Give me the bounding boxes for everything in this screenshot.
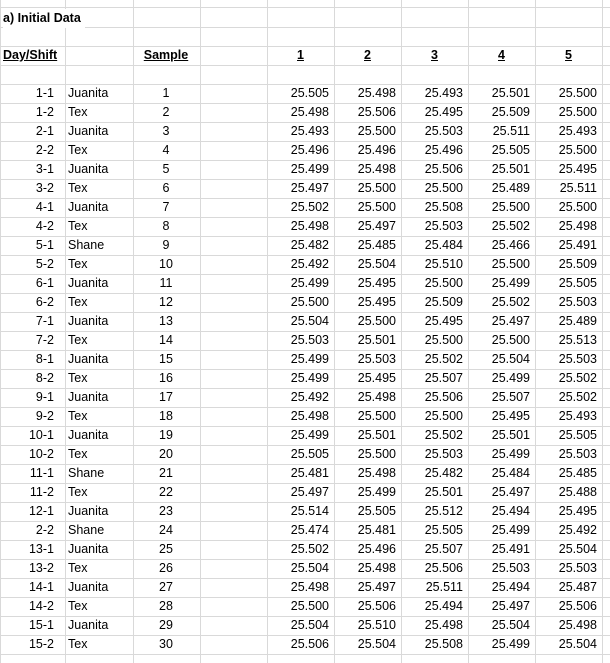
cell-operator: Juanita: [68, 86, 109, 100]
cell-measurement-1: 25.497: [290, 485, 329, 499]
cell-measurement-2: 25.498: [357, 390, 396, 404]
cell-day-shift: 3-1: [35, 162, 54, 176]
cell-day-shift: 13-1: [28, 542, 54, 556]
cell-measurement-1: 25.504: [290, 618, 329, 632]
cell-measurement-1: 25.492: [290, 257, 329, 271]
cell-day-shift: 11-1: [29, 466, 54, 480]
cell-measurement-1: 25.498: [290, 580, 329, 594]
cell-measurement-5: 25.509: [558, 257, 597, 271]
cell-operator: Shane: [68, 523, 105, 537]
cell-operator: Tex: [68, 219, 88, 233]
cell-measurement-1: 25.503: [290, 333, 329, 347]
cell-measurement-5: 25.505: [558, 428, 597, 442]
cell-measurement-1: 25.474: [290, 523, 329, 537]
cell-day-shift: 12-1: [28, 504, 54, 518]
cell-sample: 12: [159, 295, 173, 309]
cell-sample: 27: [159, 580, 173, 594]
cell-operator: Juanita: [68, 124, 109, 138]
cell-measurement-1: 25.492: [290, 390, 329, 404]
cell-measurement-5: 25.498: [558, 219, 597, 233]
cell-measurement-2: 25.503: [357, 352, 396, 366]
cell-measurement-4: 25.495: [491, 409, 530, 423]
cell-measurement-4: 25.494: [491, 504, 530, 518]
cell-measurement-1: 25.505: [290, 447, 329, 461]
cell-operator: Juanita: [68, 276, 109, 290]
cell-day-shift: 4-1: [35, 200, 54, 214]
cell-sample: 28: [159, 599, 173, 613]
cell-day-shift: 5-2: [35, 257, 54, 271]
header-obs-1: 1: [297, 48, 304, 62]
cell-sample: 3: [162, 124, 170, 138]
cell-measurement-5: 25.503: [558, 561, 597, 575]
cell-day-shift: 7-1: [35, 314, 54, 328]
cell-day-shift: 6-1: [35, 276, 54, 290]
cell-measurement-5: 25.502: [558, 390, 597, 404]
cell-measurement-1: 25.493: [290, 124, 329, 138]
cell-sample: 1: [162, 86, 170, 100]
cell-sample: 14: [159, 333, 173, 347]
cell-day-shift: 1-1: [35, 86, 54, 100]
cell-measurement-2: 25.510: [357, 618, 396, 632]
cell-measurement-3: 25.495: [424, 314, 463, 328]
cell-sample: 25: [159, 542, 173, 556]
cell-measurement-2: 25.495: [357, 371, 396, 385]
cell-measurement-4: 25.509: [491, 105, 530, 119]
cell-operator: Juanita: [68, 618, 109, 632]
cell-operator: Juanita: [68, 390, 109, 404]
header-sample: Sample: [143, 48, 189, 62]
cell-measurement-5: 25.511: [559, 181, 597, 195]
cell-measurement-4: 25.504: [491, 352, 530, 366]
cell-measurement-5: 25.513: [558, 333, 597, 347]
cell-operator: Tex: [68, 637, 88, 651]
cell-sample: 11: [159, 276, 173, 290]
cell-operator: Tex: [68, 561, 88, 575]
cell-measurement-5: 25.485: [558, 466, 597, 480]
cell-day-shift: 14-2: [28, 599, 54, 613]
cell-measurement-3: 25.502: [424, 428, 463, 442]
cell-day-shift: 10-1: [28, 428, 54, 442]
cell-measurement-5: 25.489: [558, 314, 597, 328]
cell-operator: Tex: [68, 181, 88, 195]
cell-sample: 21: [159, 466, 173, 480]
cell-measurement-4: 25.497: [491, 485, 530, 499]
cell-measurement-3: 25.511: [425, 580, 463, 594]
cell-day-shift: 8-1: [35, 352, 54, 366]
cell-measurement-3: 25.508: [424, 200, 463, 214]
cell-measurement-4: 25.507: [491, 390, 530, 404]
cell-measurement-2: 25.498: [357, 561, 396, 575]
cell-sample: 20: [159, 447, 173, 461]
cell-measurement-3: 25.510: [424, 257, 463, 271]
cell-day-shift: 2-2: [35, 523, 54, 537]
cell-measurement-4: 25.489: [491, 181, 530, 195]
cell-operator: Tex: [68, 371, 88, 385]
cell-operator: Juanita: [68, 352, 109, 366]
cell-sample: 10: [159, 257, 173, 271]
cell-measurement-5: 25.493: [558, 124, 597, 138]
cell-measurement-4: 25.500: [491, 200, 530, 214]
cell-sample: 22: [159, 485, 173, 499]
cell-day-shift: 5-1: [35, 238, 54, 252]
cell-measurement-3: 25.500: [424, 181, 463, 195]
cell-measurement-4: 25.500: [491, 257, 530, 271]
cell-measurement-2: 25.500: [357, 124, 396, 138]
cell-measurement-3: 25.501: [424, 485, 463, 499]
cell-measurement-2: 25.501: [357, 428, 396, 442]
cell-sample: 9: [162, 238, 170, 252]
cell-measurement-4: 25.503: [491, 561, 530, 575]
cell-day-shift: 1-2: [35, 105, 54, 119]
cell-sample: 29: [159, 618, 173, 632]
cell-measurement-1: 25.499: [290, 371, 329, 385]
cell-measurement-2: 25.506: [357, 105, 396, 119]
cell-measurement-1: 25.500: [290, 295, 329, 309]
cell-measurement-5: 25.488: [558, 485, 597, 499]
cell-operator: Juanita: [68, 200, 109, 214]
cell-measurement-4: 25.466: [491, 238, 530, 252]
cell-measurement-5: 25.503: [558, 447, 597, 461]
cell-measurement-3: 25.506: [424, 162, 463, 176]
cell-day-shift: 4-2: [35, 219, 54, 233]
cell-measurement-4: 25.497: [491, 314, 530, 328]
cell-measurement-1: 25.482: [290, 238, 329, 252]
cell-operator: Shane: [68, 238, 105, 252]
cell-measurement-5: 25.503: [558, 295, 597, 309]
cell-measurement-4: 25.499: [491, 523, 530, 537]
cell-operator: Tex: [68, 447, 88, 461]
cell-measurement-1: 25.497: [290, 181, 329, 195]
cell-measurement-1: 25.499: [290, 428, 329, 442]
cell-measurement-3: 25.500: [424, 333, 463, 347]
cell-measurement-4: 25.511: [492, 124, 530, 138]
cell-measurement-3: 25.503: [424, 447, 463, 461]
cell-operator: Juanita: [68, 542, 109, 556]
cell-measurement-3: 25.506: [424, 390, 463, 404]
cell-measurement-2: 25.498: [357, 86, 396, 100]
cell-measurement-1: 25.498: [290, 219, 329, 233]
cell-sample: 30: [159, 637, 173, 651]
cell-measurement-3: 25.500: [424, 409, 463, 423]
cell-measurement-1: 25.499: [290, 162, 329, 176]
cell-measurement-2: 25.500: [357, 200, 396, 214]
cell-measurement-4: 25.499: [491, 447, 530, 461]
cell-day-shift: 15-2: [28, 637, 54, 651]
cell-sample: 2: [162, 105, 170, 119]
cell-measurement-1: 25.498: [290, 105, 329, 119]
cell-measurement-3: 25.508: [424, 637, 463, 651]
cell-measurement-1: 25.504: [290, 561, 329, 575]
cell-measurement-1: 25.481: [290, 466, 329, 480]
cell-measurement-3: 25.498: [424, 618, 463, 632]
cell-measurement-4: 25.497: [491, 599, 530, 613]
cell-measurement-5: 25.500: [558, 200, 597, 214]
cell-measurement-4: 25.491: [491, 542, 530, 556]
cell-measurement-2: 25.500: [357, 447, 396, 461]
cell-measurement-2: 25.500: [357, 409, 396, 423]
cell-measurement-3: 25.496: [424, 143, 463, 157]
cell-measurement-3: 25.505: [424, 523, 463, 537]
cell-measurement-1: 25.500: [290, 599, 329, 613]
cell-sample: 19: [159, 428, 173, 442]
cell-day-shift: 6-2: [35, 295, 54, 309]
cell-operator: Juanita: [68, 314, 109, 328]
cell-measurement-2: 25.481: [357, 523, 396, 537]
cell-day-shift: 2-1: [35, 124, 54, 138]
cell-operator: Tex: [68, 257, 88, 271]
cell-measurement-3: 25.503: [424, 219, 463, 233]
cell-operator: Juanita: [68, 162, 109, 176]
cell-measurement-5: 25.502: [558, 371, 597, 385]
cell-measurement-4: 25.501: [491, 162, 530, 176]
cell-measurement-4: 25.504: [491, 618, 530, 632]
cell-measurement-1: 25.504: [290, 314, 329, 328]
cell-day-shift: 14-1: [28, 580, 54, 594]
cell-measurement-3: 25.506: [424, 561, 463, 575]
header-obs-4: 4: [498, 48, 505, 62]
cell-operator: Juanita: [68, 580, 109, 594]
cell-measurement-2: 25.501: [357, 333, 396, 347]
cell-measurement-3: 25.484: [424, 238, 463, 252]
cell-measurement-2: 25.504: [357, 257, 396, 271]
cell-day-shift: 13-2: [28, 561, 54, 575]
cell-sample: 13: [159, 314, 173, 328]
cell-day-shift: 8-2: [35, 371, 54, 385]
cell-operator: Tex: [68, 409, 88, 423]
cell-day-shift: 11-2: [29, 485, 54, 499]
cell-measurement-4: 25.505: [491, 143, 530, 157]
cell-measurement-5: 25.498: [558, 618, 597, 632]
cell-measurement-2: 25.500: [357, 314, 396, 328]
cell-sample: 18: [159, 409, 173, 423]
cell-day-shift: 7-2: [35, 333, 54, 347]
cell-operator: Tex: [68, 105, 88, 119]
cell-measurement-5: 25.487: [558, 580, 597, 594]
cell-measurement-1: 25.499: [290, 276, 329, 290]
cell-operator: Tex: [68, 485, 88, 499]
cell-day-shift: 3-2: [35, 181, 54, 195]
cell-measurement-2: 25.485: [357, 238, 396, 252]
cell-measurement-2: 25.497: [357, 219, 396, 233]
cell-measurement-3: 25.482: [424, 466, 463, 480]
cell-measurement-2: 25.506: [357, 599, 396, 613]
cell-sample: 4: [162, 143, 170, 157]
cell-measurement-4: 25.502: [491, 219, 530, 233]
cell-operator: Tex: [68, 295, 88, 309]
cell-measurement-5: 25.506: [558, 599, 597, 613]
cell-measurement-5: 25.493: [558, 409, 597, 423]
cell-measurement-5: 25.491: [558, 238, 597, 252]
cell-measurement-5: 25.504: [558, 637, 597, 651]
cell-sample: 8: [162, 219, 170, 233]
cell-sample: 26: [159, 561, 173, 575]
cell-measurement-5: 25.495: [558, 162, 597, 176]
cell-measurement-2: 25.504: [357, 637, 396, 651]
cell-measurement-4: 25.484: [491, 466, 530, 480]
cell-operator: Tex: [68, 143, 88, 157]
cell-measurement-5: 25.500: [558, 105, 597, 119]
cell-measurement-4: 25.501: [491, 428, 530, 442]
cell-day-shift: 9-1: [35, 390, 54, 404]
cell-operator: Juanita: [68, 428, 109, 442]
cell-measurement-2: 25.497: [357, 580, 396, 594]
cell-sample: 15: [159, 352, 173, 366]
cell-measurement-4: 25.501: [491, 86, 530, 100]
cell-measurement-3: 25.495: [424, 105, 463, 119]
cell-sample: 23: [159, 504, 173, 518]
cell-day-shift: 2-2: [35, 143, 54, 157]
header-obs-3: 3: [431, 48, 438, 62]
cell-measurement-3: 25.509: [424, 295, 463, 309]
cell-measurement-1: 25.499: [290, 352, 329, 366]
cell-sample: 6: [162, 181, 170, 195]
cell-measurement-5: 25.500: [558, 86, 597, 100]
cell-measurement-3: 25.507: [424, 371, 463, 385]
header-obs-2: 2: [364, 48, 371, 62]
cell-measurement-2: 25.505: [357, 504, 396, 518]
cell-measurement-3: 25.502: [424, 352, 463, 366]
cell-measurement-3: 25.512: [424, 504, 463, 518]
cell-measurement-1: 25.502: [290, 542, 329, 556]
cell-measurement-4: 25.499: [491, 276, 530, 290]
cell-measurement-5: 25.492: [558, 523, 597, 537]
cell-measurement-3: 25.493: [424, 86, 463, 100]
cell-measurement-2: 25.498: [357, 466, 396, 480]
cell-measurement-1: 25.505: [290, 86, 329, 100]
cell-measurement-2: 25.496: [357, 542, 396, 556]
cell-day-shift: 15-1: [28, 618, 54, 632]
cell-sample: 16: [159, 371, 173, 385]
cell-measurement-5: 25.503: [558, 352, 597, 366]
cell-measurement-5: 25.495: [558, 504, 597, 518]
cell-day-shift: 10-2: [28, 447, 54, 461]
header-obs-5: 5: [565, 48, 572, 62]
cell-measurement-1: 25.502: [290, 200, 329, 214]
cell-sample: 5: [162, 162, 170, 176]
cell-measurement-2: 25.495: [357, 276, 396, 290]
cell-sample: 24: [159, 523, 173, 537]
cell-measurement-2: 25.498: [357, 162, 396, 176]
cell-measurement-2: 25.495: [357, 295, 396, 309]
cell-measurement-4: 25.500: [491, 333, 530, 347]
cell-measurement-3: 25.507: [424, 542, 463, 556]
cell-measurement-2: 25.500: [357, 181, 396, 195]
cell-measurement-3: 25.500: [424, 276, 463, 290]
cell-measurement-1: 25.514: [290, 504, 329, 518]
cell-measurement-2: 25.496: [357, 143, 396, 157]
cell-measurement-3: 25.494: [424, 599, 463, 613]
cell-measurement-5: 25.500: [558, 143, 597, 157]
cell-measurement-4: 25.494: [491, 580, 530, 594]
cell-measurement-1: 25.496: [290, 143, 329, 157]
section-title: a) Initial Data: [3, 9, 85, 28]
cell-measurement-5: 25.504: [558, 542, 597, 556]
cell-day-shift: 9-2: [35, 409, 54, 423]
cell-measurement-4: 25.499: [491, 637, 530, 651]
header-day-shift: Day/Shift: [3, 48, 58, 62]
cell-measurement-4: 25.499: [491, 371, 530, 385]
cell-operator: Tex: [68, 333, 88, 347]
cell-sample: 17: [159, 390, 173, 404]
cell-operator: Tex: [68, 599, 88, 613]
cell-measurement-5: 25.505: [558, 276, 597, 290]
cell-measurement-3: 25.503: [424, 124, 463, 138]
cell-measurement-4: 25.502: [491, 295, 530, 309]
cell-measurement-1: 25.498: [290, 409, 329, 423]
cell-measurement-1: 25.506: [290, 637, 329, 651]
cell-operator: Juanita: [68, 504, 109, 518]
cell-operator: Shane: [68, 466, 105, 480]
cell-measurement-2: 25.499: [357, 485, 396, 499]
cell-sample: 7: [162, 200, 170, 214]
